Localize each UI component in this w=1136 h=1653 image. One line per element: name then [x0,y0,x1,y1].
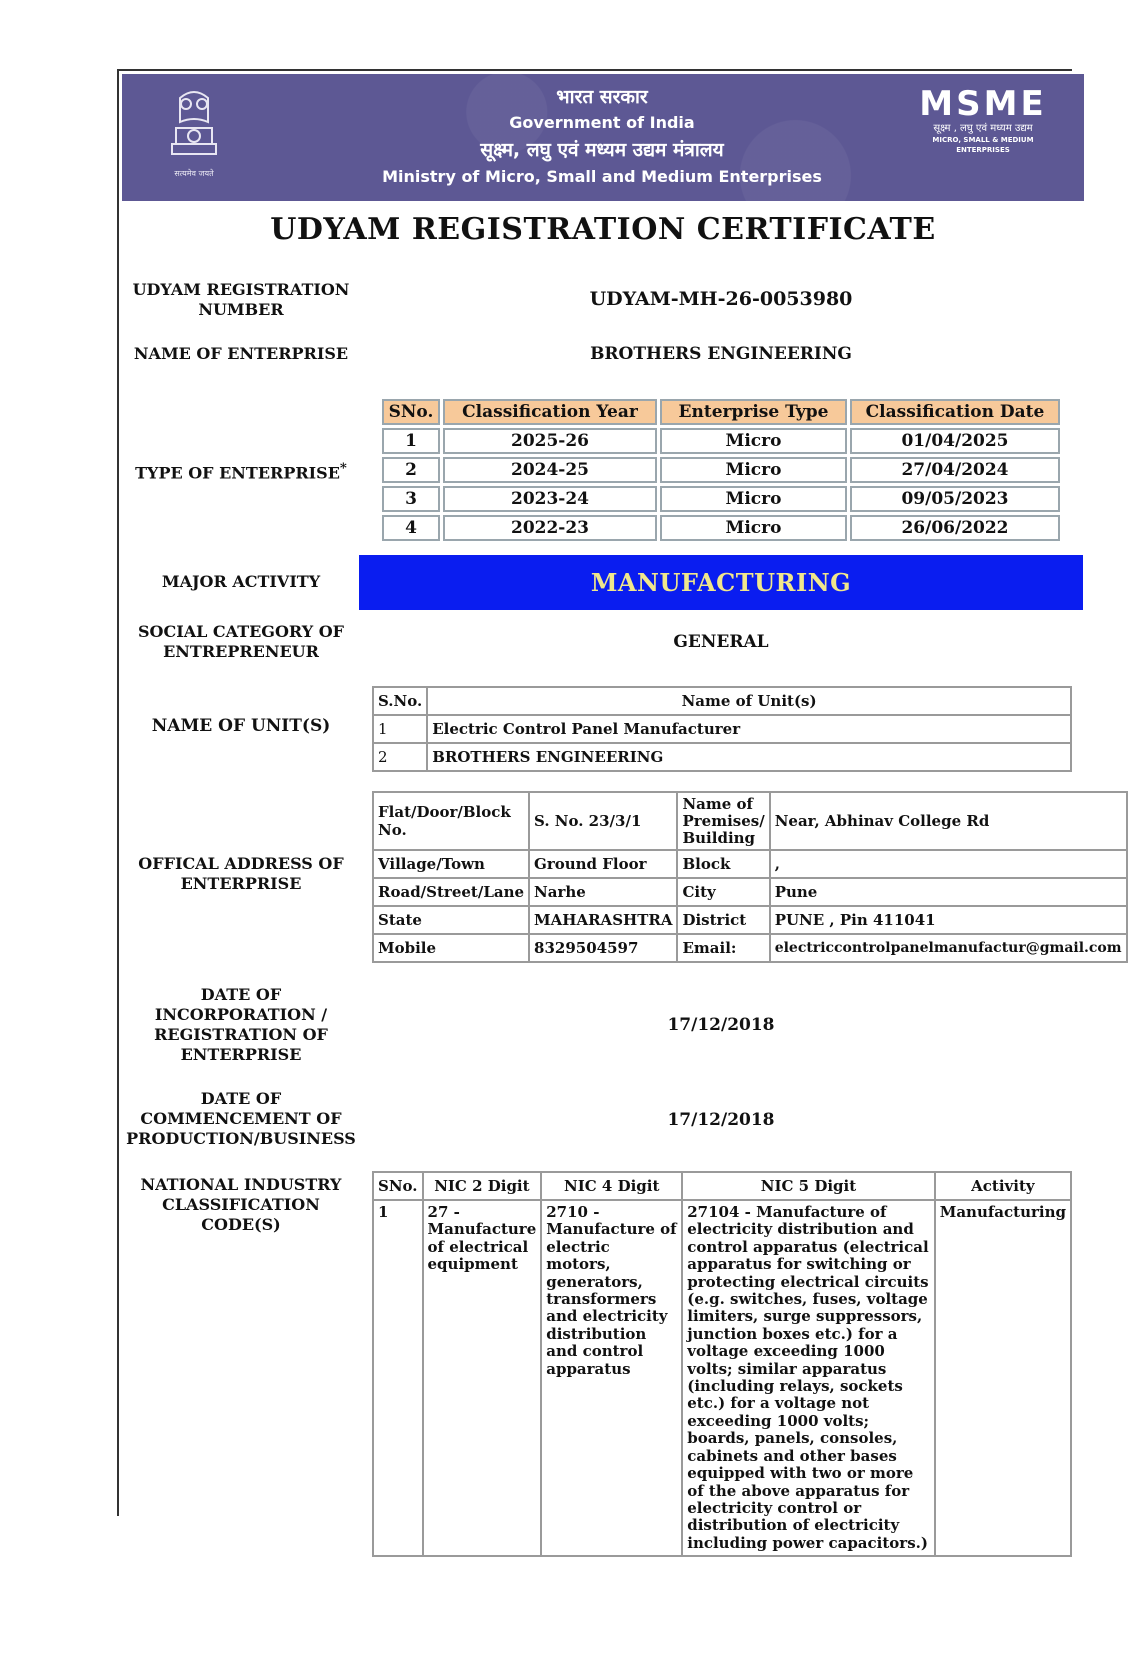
registration-number-value: UDYAM-MH-26-0053980 [589,288,853,310]
cell-type: Micro [660,486,847,512]
asterisk: * [339,460,347,476]
incorporation-date-label: DATE OF INCORPORATION / REGISTRATION OF ENTERPRISE [154,985,328,1064]
cell-activity: Manufacturing [935,1200,1071,1556]
units-label: NAME OF UNIT(S) [151,716,331,736]
nic-table [372,1171,1072,1557]
col-sno: S.No. [373,687,427,715]
classification-table [379,396,1063,544]
cell-unit-name: BROTHERS ENGINEERING [427,743,1071,771]
cell-field-value: , [770,850,1127,878]
units-table [372,686,1072,772]
cell-year: 2025-26 [443,428,657,454]
col-nic2: NIC 2 Digit [423,1172,542,1200]
page-border-top [117,69,1072,71]
table-row [373,715,1071,743]
cell-year: 2022-23 [443,515,657,541]
cell-field-label: Name of Premises/ Building [677,792,769,850]
table-row [373,934,1127,962]
col-classification-date: Classification Date [850,399,1060,425]
cell-field-label: Road/Street/Lane [373,878,529,906]
address-table [372,791,1128,963]
cell-type: Micro [660,515,847,541]
cell-email-value: electriccontrolpanelmanufactur@gmail.com [770,934,1127,962]
cell-field-label: Block [677,850,769,878]
cell-field-value: PUNE , Pin 411041 [770,906,1127,934]
registration-number-label: UDYAM REGISTRATION NUMBER [132,280,350,319]
government-banner [122,74,1084,201]
national-emblem-icon [162,88,226,186]
cell-date: 27/04/2024 [850,457,1060,483]
msme-logo-word: MSME [919,84,1047,124]
cell-nic2: 27 - Manufacture of electrical equipment [423,1200,542,1556]
cell-field-value: Near, Abhinav College Rd [770,792,1127,850]
certificate-title: UDYAM REGISTRATION CERTIFICATE [270,212,936,247]
cell-type: Micro [660,457,847,483]
cell-field-label: Email: [677,934,769,962]
table-row [373,878,1127,906]
commencement-date-label: DATE OF COMMENCEMENT OF PRODUCTION/BUSINESS [126,1089,356,1148]
cell-sno: 2 [373,743,427,771]
msme-logo-english: MICRO, SMALL & MEDIUM ENTERPRISES [932,136,1034,154]
cell-field-label: State [373,906,529,934]
cell-field-label: City [677,878,769,906]
cell-sno: 3 [382,486,440,512]
col-nic4: NIC 4 Digit [541,1172,682,1200]
col-nic5: NIC 5 Digit [682,1172,934,1200]
classification-header-row [382,399,1060,425]
cell-date: 26/06/2022 [850,515,1060,541]
major-activity-value: MANUFACTURING [359,555,1083,610]
social-category-value: GENERAL [673,632,769,652]
cell-sno: 1 [373,1200,423,1556]
social-category-label: SOCIAL CATEGORY OF ENTREPRENEUR [137,622,344,661]
gov-english-text: Government of India [509,113,695,132]
emblem-motto: सत्यमेव जयते [174,169,214,178]
cell-year: 2024-25 [443,457,657,483]
cell-field-label: Mobile [373,934,529,962]
cell-nic4: 2710 - Manufacture of electric motors, generators, transformers and electricity distribution and control apparatus [541,1200,682,1556]
cell-nic5: 27104 - Manufacture of electricity distribution and control apparatus (electrical apparatus for switching or protecting electrical circuits (e.g. switches, fuses, voltage limiters, surge suppressors, junction boxes etc.) for a voltage exceeding 1000 volts; similar apparatus (including relays, sockets etc.) for a voltage not exceeding 1000 volts; boards, panels, consoles, cabinets and other bases equipped with two or more of the above apparatus for electricity control or distribution of electricity including power capacitors.) [682,1200,934,1556]
col-activity: Activity [935,1172,1071,1200]
enterprise-name-label: NAME OF ENTERPRISE [133,344,349,363]
cell-sno: 4 [382,515,440,541]
cell-field-value: Pune [770,878,1127,906]
table-row [373,906,1127,934]
cell-field-label: Village/Town [373,850,529,878]
msme-logo [908,86,1058,155]
commencement-date-value: 17/12/2018 [667,1110,775,1130]
cell-field-label: District [677,906,769,934]
cell-type: Micro [660,428,847,454]
page-border-left [117,69,119,1516]
table-row [382,457,1060,483]
hindi-gov-text: भारत सरकार [556,86,648,108]
ministry-english-text: Ministry of Micro, Small and Medium Enterprises [382,167,822,186]
table-row [382,428,1060,454]
msme-logo-hindi: सूक्ष्म , लघु एवं मध्यम उद्यम [933,123,1033,134]
table-row [373,850,1127,878]
banner-text [322,84,882,190]
cell-field-value: Narhe [529,878,677,906]
hindi-ministry-text: सूक्ष्म, लघु एवं मध्यम उद्यम मंत्रालय [480,139,724,161]
table-row [373,792,1127,850]
cell-field-value: Ground Floor [529,850,677,878]
cell-year: 2023-24 [443,486,657,512]
col-enterprise-type: Enterprise Type [660,399,847,425]
table-row [373,1200,1071,1556]
table-row [382,486,1060,512]
nic-header-row [373,1172,1071,1200]
address-label: OFFICAL ADDRESS OF ENTERPRISE [138,854,344,893]
cell-field-label: Flat/Door/Block No. [373,792,529,850]
enterprise-type-label-text: TYPE OF ENTERPRISE [135,463,340,483]
major-activity-label: MAJOR ACTIVITY [161,572,321,591]
cell-sno: 1 [382,428,440,454]
enterprise-name-value: BROTHERS ENGINEERING [590,344,852,364]
table-row [373,743,1071,771]
cell-field-value: MAHARASHTRA [529,906,677,934]
col-unit-name: Name of Unit(s) [427,687,1071,715]
cell-date: 01/04/2025 [850,428,1060,454]
table-row [382,515,1060,541]
cell-sno: 2 [382,457,440,483]
col-classification-year: Classification Year [443,399,657,425]
col-sno: SNo. [373,1172,423,1200]
nic-label: NATIONAL INDUSTRY CLASSIFICATION CODE(S) [140,1175,342,1234]
cell-field-value: S. No. 23/3/1 [529,792,677,850]
cell-unit-name: Electric Control Panel Manufacturer [427,715,1071,743]
incorporation-date-value: 17/12/2018 [667,1015,775,1035]
units-header-row [373,687,1071,715]
col-sno: SNo. [382,399,440,425]
cell-field-value: 8329504597 [529,934,677,962]
enterprise-type-label [128,458,354,483]
cell-date: 09/05/2023 [850,486,1060,512]
cell-sno: 1 [373,715,427,743]
